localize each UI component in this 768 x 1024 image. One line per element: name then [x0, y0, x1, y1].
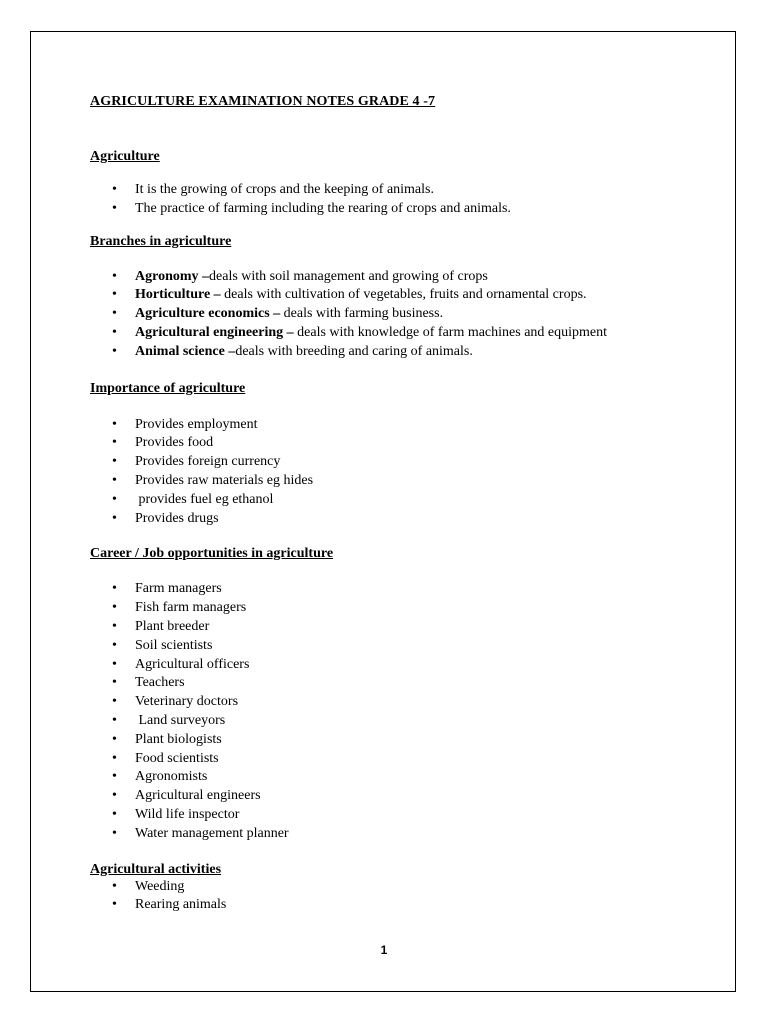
- list-item-text: Food scientists: [135, 750, 219, 766]
- list-item-text: Soil scientists: [135, 637, 213, 653]
- list-item-text: Agricultural officers: [135, 656, 250, 672]
- list-item: [90, 878, 710, 897]
- list-item: [90, 200, 710, 219]
- list-item: [90, 712, 710, 731]
- list-item-text: Plant biologists: [135, 731, 222, 747]
- list-item: [90, 693, 710, 712]
- list-item-text: Teachers: [135, 675, 185, 691]
- branch-description: deals with soil management and growing of crops: [209, 268, 488, 284]
- list-item: [90, 806, 710, 825]
- list-item-text: The practice of farming including the rearing of crops and animals.: [135, 200, 511, 216]
- branch-term: Agriculture economics –: [135, 306, 281, 322]
- list-item-text: Provides drugs: [135, 510, 219, 526]
- list-item-text: Provides raw materials eg hides: [135, 472, 314, 488]
- branch-term: Horticulture –: [135, 287, 221, 303]
- list-item: [90, 324, 710, 343]
- branch-description: deals with breeding and caring of animals.: [235, 343, 473, 359]
- list-item-text: Weeding: [135, 878, 185, 894]
- list-item: [90, 768, 710, 787]
- branch-term: Agronomy –: [135, 268, 210, 284]
- list-item-text: Agronomists: [135, 769, 208, 785]
- list-item: [90, 181, 710, 200]
- section-heading-agriculture: Agriculture: [90, 149, 160, 164]
- list-item-text: Provides foreign currency: [135, 454, 281, 470]
- list-item-text: Wild life inspector: [135, 806, 240, 822]
- document-title: AGRICULTURE EXAMINATION NOTES GRADE 4 -7: [90, 94, 436, 109]
- list-item-text: Land surveyors: [135, 712, 226, 728]
- list-item: [90, 599, 710, 618]
- list-item: [90, 580, 710, 599]
- list-item: [90, 472, 710, 491]
- page-number: 1: [380, 943, 388, 957]
- list-item: [90, 731, 710, 750]
- list-item: [90, 491, 710, 510]
- careers-list: [90, 580, 710, 843]
- list-item-text: Provides employment: [135, 416, 258, 432]
- list-item-text: Agricultural engineers: [135, 788, 261, 804]
- list-item: [90, 618, 710, 637]
- document-body: [90, 92, 710, 915]
- list-item: [90, 286, 710, 305]
- list-item: [90, 896, 710, 915]
- list-item: [90, 305, 710, 324]
- list-item-text: It is the growing of crops and the keeping of animals.: [135, 182, 434, 197]
- list-item-text: Fish farm managers: [135, 600, 247, 616]
- list-item: [90, 434, 710, 453]
- branches-list: [90, 268, 710, 362]
- section-heading-careers: Career / Job opportunities in agriculture: [90, 546, 334, 562]
- list-item: [90, 416, 710, 435]
- importance-list: [90, 416, 710, 529]
- branch-term: Animal science –: [135, 343, 236, 359]
- branch-description: deals with knowledge of farm machines and equipment: [293, 324, 608, 340]
- list-item: [90, 343, 710, 362]
- list-item-text: Plant breeder: [135, 618, 210, 634]
- list-item-text: Rearing animals: [135, 897, 227, 913]
- section-heading-importance: Importance of agriculture: [90, 380, 246, 396]
- list-item-text: Farm managers: [135, 581, 222, 597]
- list-item: [90, 453, 710, 472]
- list-item-text: provides fuel eg ethanol: [135, 491, 274, 507]
- list-item-text: Veterinary doctors: [135, 694, 239, 710]
- list-item: [90, 825, 710, 844]
- section-heading-branches: Branches in agriculture: [90, 233, 232, 249]
- section-heading-activities: Agricultural activities: [90, 861, 222, 877]
- branch-description: deals with cultivation of vegetables, fruits and ornamental crops.: [220, 287, 587, 303]
- list-item: [90, 674, 710, 693]
- list-item: [90, 787, 710, 806]
- activities-list: [90, 878, 710, 916]
- agriculture-definition-list: [90, 181, 710, 219]
- list-item-text: Water management planner: [135, 825, 289, 841]
- list-item: [90, 656, 710, 675]
- list-item: [90, 750, 710, 769]
- branch-description: deals with farming business.: [280, 306, 444, 322]
- list-item: [90, 268, 710, 287]
- list-item: [90, 510, 710, 529]
- list-item-text: Provides food: [135, 435, 214, 451]
- branch-term: Agricultural engineering –: [135, 324, 294, 340]
- list-item: [90, 637, 710, 656]
